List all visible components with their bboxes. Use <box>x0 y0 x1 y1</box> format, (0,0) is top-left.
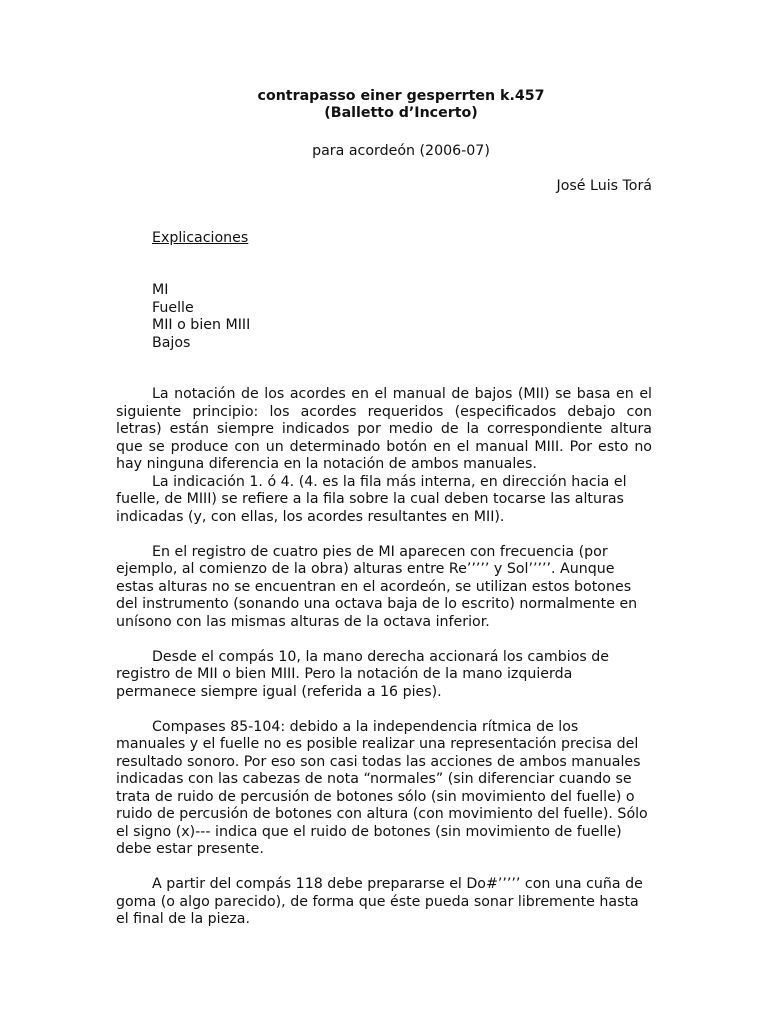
paragraph: Compases 85-104: debido a la independencia rítmica de los manuales y el fuelle no es posible realizar una representación precisa del resultado sonoro. Por eso son casi todas las acciones de ambos manuales indicadas con las cabezas de nota “normales” (sin diferenciar cuando se trata de ruido de percusión de botones sólo (sin movimiento del fuelle) o ruido de percusión de botones con altura (con movimiento del fuelle). Sólo el signo (x)--- indica que el ruido de botones (sin movimiento de fuelle) debe estar presente. <box>116 718 648 857</box>
subtitle: para acordeón (2006-07) <box>312 143 490 159</box>
body-text <box>116 386 652 929</box>
paragraph: Desde el compás 10, la mano derecha accionará los cambios de registro de MII o bien MIII. Pero la notación de la mano izquierda permanece siempre igual (referida a 16 pies). <box>116 648 610 700</box>
paragraph: La notación de los acordes en el manual de bajos (MII) se basa en el siguiente principio: los acordes requeridos (especificados debajo con letras) están siempre indicados por medio de la correspondiente altura que se produce con un determinado botón en el manual MIII. Por esto no hay ninguna diferencia en la notación de ambos manuales. <box>116 386 652 472</box>
paragraph: A partir del compás 118 debe prepararse el Do#’’’’’ con una cuña de goma (o algo parecido), de forma que éste pueda sonar libremente hasta el final de la pieza. <box>116 876 643 927</box>
legend-item: Bajos <box>152 334 191 351</box>
legend-list <box>152 282 250 352</box>
legend-item: Fuelle <box>152 299 194 316</box>
legend-item: MI <box>152 282 169 298</box>
section-heading: Explicaciones <box>152 230 249 246</box>
paragraph: En el registro de cuatro pies de MI aparecen con frecuencia (por ejemplo, al comienzo de la obra) alturas entre Re’’’’’ y Sol’’’’’. Aunque estas alturas no se encuentran en el acordeón, se utilizan estos botones del instrumento (sonando una octava baja de lo escrito) normalmente en unísono con las mismas alturas de la octava inferior. <box>116 543 638 630</box>
title-line-2: (Balletto d’Incerto) <box>324 105 478 121</box>
title-block <box>0 88 768 122</box>
title-line-1: contrapasso einer gesperrten k.457 <box>257 88 545 104</box>
paragraph: La indicación 1. ó 4. (4. es la fila más interna, en dirección hacia el fuelle, de MIII) se refiere a la fila sobre la cual deben tocarse las alturas indicadas (y, con ellas, los acordes resultantes en MII). <box>116 473 627 525</box>
legend-item: MII o bien MIII <box>152 317 251 333</box>
author: José Luis Torá <box>556 178 652 194</box>
